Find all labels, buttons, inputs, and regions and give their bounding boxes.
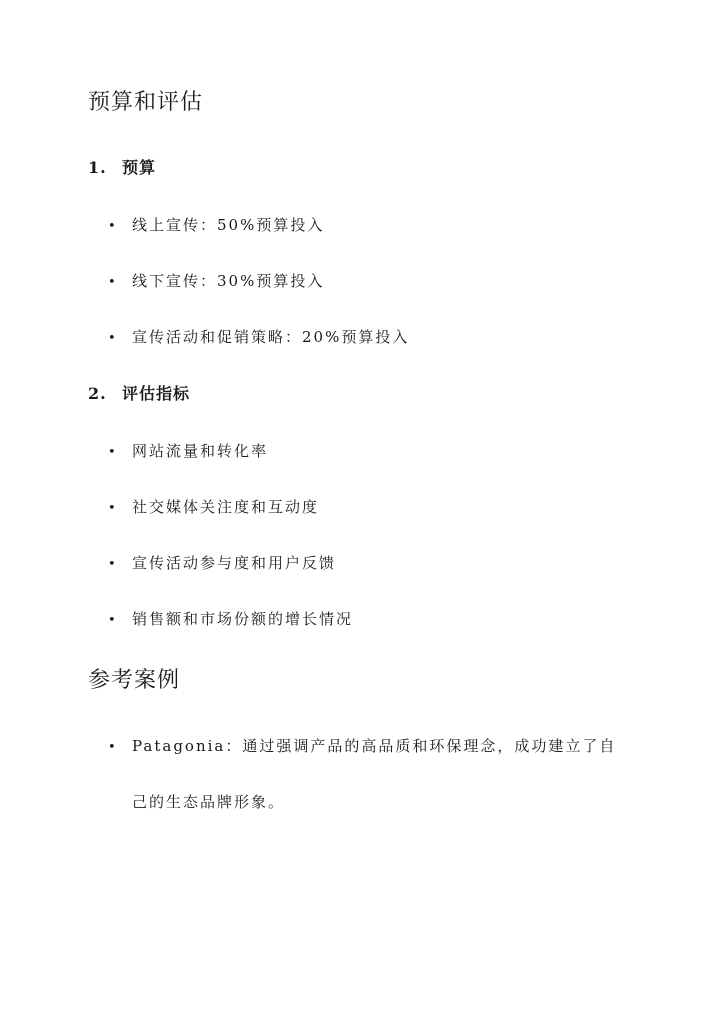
list-item-text: Patagonia：通过强调产品的高品质和环保理念，成功建立了自己的生态品牌形象。	[132, 737, 617, 811]
list-item-text: 宣传活动参与度和用户反馈	[132, 554, 337, 572]
list-item	[108, 718, 648, 830]
subsection-heading-metrics	[88, 386, 190, 402]
list-item-text: 宣传活动和促销策略：20%预算投入	[132, 328, 410, 346]
list-item	[108, 218, 324, 233]
list-item-text: 线下宣传：30%预算投入	[132, 272, 325, 290]
list-item-text: 线上宣传：50%预算投入	[132, 216, 325, 234]
bullet-icon: •	[108, 501, 118, 516]
bullet-icon: •	[108, 275, 118, 290]
subsection-title: 预算	[122, 158, 157, 177]
bullet-icon: •	[108, 740, 118, 755]
list-item	[108, 556, 336, 571]
bullet-icon: •	[108, 219, 118, 234]
list-item	[108, 274, 324, 289]
list-item-text: 网站流量和转化率	[132, 442, 269, 460]
list-item-text: 社交媒体关注度和互动度	[132, 498, 320, 516]
list-item-text: 销售额和市场份额的增长情况	[132, 610, 354, 628]
list-item	[108, 612, 353, 627]
bullet-icon: •	[108, 445, 118, 460]
bullet-icon: •	[108, 557, 118, 572]
bullet-icon: •	[108, 331, 118, 346]
section-title-budget-eval: 预算和评估	[88, 90, 204, 115]
subsection-title: 评估指标	[122, 384, 191, 403]
subsection-number: 1.	[88, 158, 107, 177]
subsection-number: 2.	[88, 384, 107, 403]
list-item	[108, 330, 409, 345]
subsection-heading-budget	[88, 160, 156, 176]
bullet-icon: •	[108, 613, 118, 628]
section-title-cases: 参考案例	[88, 668, 181, 693]
list-item	[108, 500, 319, 515]
list-item	[108, 444, 268, 459]
